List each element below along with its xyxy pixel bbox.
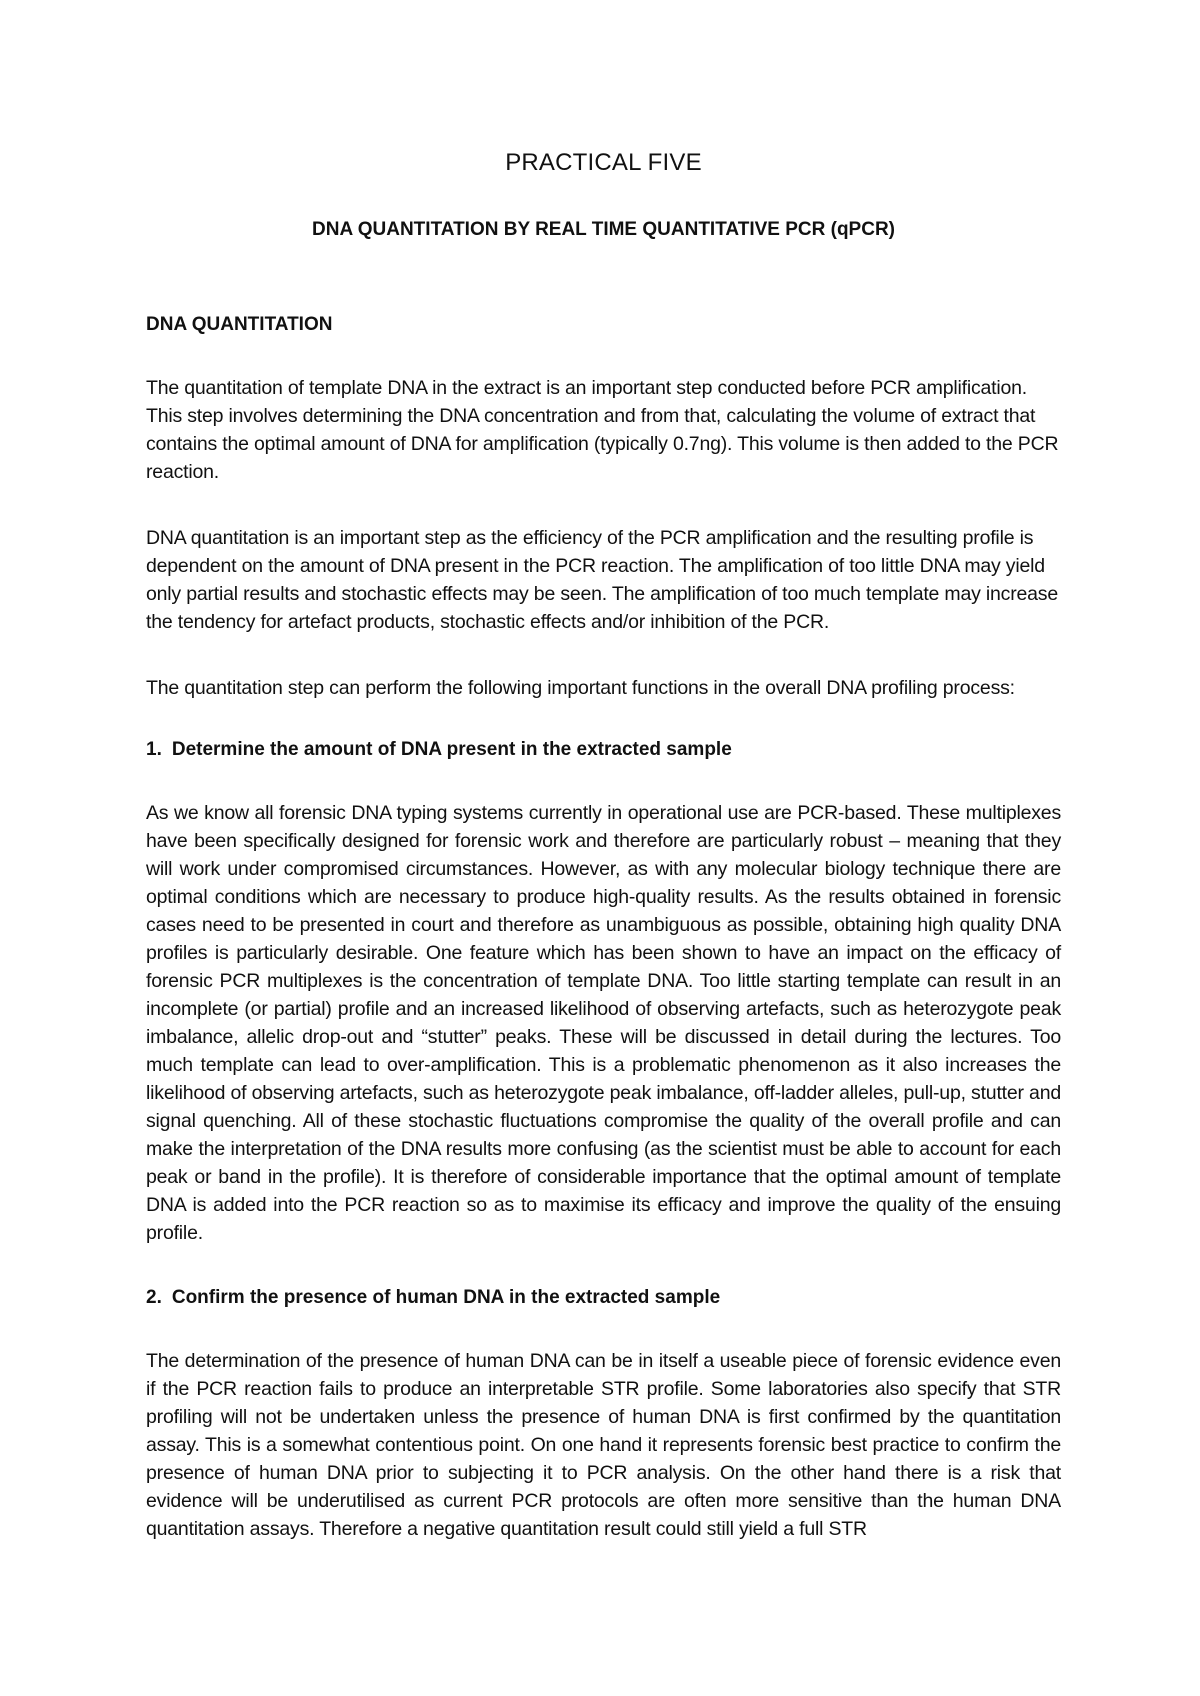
- list-item-1-heading: [146, 738, 732, 762]
- document-subtitle: DNA QUANTITATION BY REAL TIME QUANTITATIVE PCR (qPCR): [312, 219, 895, 240]
- list-item-1-title: Determine the amount of DNA present in the extracted sample: [171, 739, 732, 760]
- list-item-2-title: Confirm the presence of human DNA in the extracted sample: [171, 1287, 721, 1308]
- paragraph-importance: DNA quantitation is an important step as the efficiency of the PCR amplification and the resulting profile is dependent on the amount of DNA present in the PCR reaction. The amplification of too little DNA may yield only partial results and stochastic effects may be seen. The amplification of too much template may increase the tendency for artefact products, stochastic effects and/or inhibition of the PCR.: [146, 527, 1058, 633]
- list-item-1-number: 1.: [146, 739, 162, 760]
- paragraph-functions: The quantitation step can perform the following important functions in the overall DNA profiling process:: [146, 677, 1015, 699]
- list-item-1-body: As we know all forensic DNA typing systems currently in operational use are PCR-based. These multiplexes have been specifically designed for forensic work and therefore are particularly robust – meaning that they will work under compromised circumstances. However, as with any molecular biology technique there are optimal conditions which are necessary to produce high-quality results. As the results obtained in forensic cases need to be presented in court and therefore as unambiguous as possible, obtaining high quality DNA profiles is particularly desirable. One feature which has been shown to have an impact on the efficacy of forensic PCR multiplexes is the concentration of template DNA. Too little starting template can result in an incomplete (or partial) profile and an increased likelihood of observing artefacts, such as heterozygote peak imbalance, allelic drop-out and “stutter” peaks. These will be discussed in detail during the lectures. Too much template can lead to over-amplification. This is a problematic phenomenon as it also increases the likelihood of observing artefacts, such as heterozygote peak imbalance, off-ladder alleles, pull-up, stutter and signal quenching. All of these stochastic fluctuations compromise the quality of the overall profile and can make the interpretation of the DNA results more confusing (as the scientist must be able to account for each peak or band in the profile). It is therefore of considerable importance that the optimal amount of template DNA is added into the PCR reaction so as to maximise its efficacy and improve the quality of the ensuing profile.: [146, 802, 1061, 1244]
- list-item-2-body: The determination of the presence of human DNA can be in itself a useable piece of forensic evidence even if the PCR reaction fails to produce an interpretable STR profile. Some laboratories also specify that STR profiling will not be undertaken unless the presence of human DNA is first confirmed by the quantitation assay. This is a somewhat contentious point. On one hand it represents forensic best practice to confirm the presence of human DNA prior to subjecting it to PCR analysis. On the other hand there is a risk that evidence will be underutilised as current PCR protocols are often more sensitive than the human DNA quantitation assays. Therefore a negative quantitation result could still yield a full STR: [146, 1350, 1061, 1540]
- document-title: PRACTICAL FIVE: [505, 149, 702, 176]
- list-item-2-number: 2.: [146, 1287, 162, 1308]
- paragraph-intro: The quantitation of template DNA in the extract is an important step conducted before PCR amplification. This step involves determining the DNA concentration and from that, calculating the volume of extract that contains the optimal amount of DNA for amplification (typically 0.7ng). This volume is then added to the PCR reaction.: [146, 377, 1059, 483]
- list-item-2-heading: [146, 1286, 720, 1310]
- section-heading: DNA QUANTITATION: [146, 314, 333, 335]
